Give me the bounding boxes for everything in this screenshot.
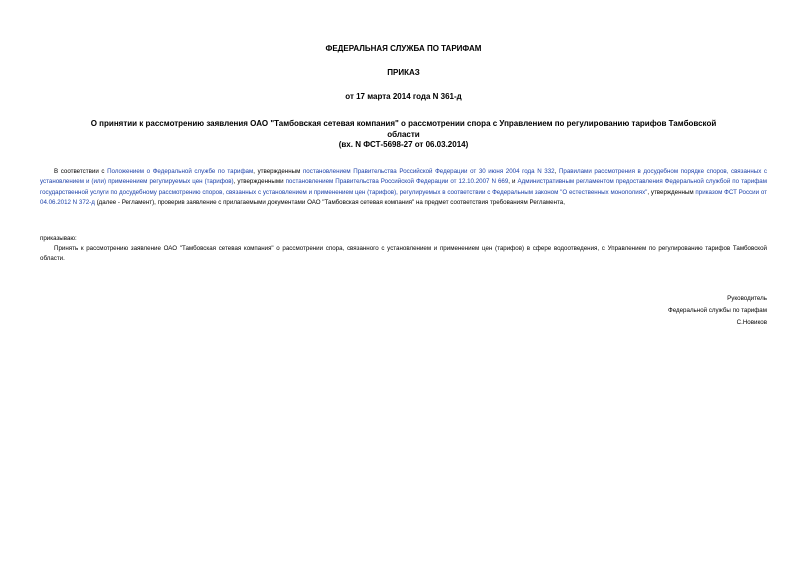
para-text: В соответствии с bbox=[54, 168, 108, 175]
link-administrative-regulation[interactable]: Административным регламентом предоставления Федеральной службой по тарифам государственной услуги по досудебному рассмотрению споров, связанных с установлением и применением цен (тарифов), регулируемых в соответствии с Федеральным законом "О естественных монополиях" bbox=[40, 178, 767, 196]
para-text: , и bbox=[508, 178, 518, 186]
document-subject bbox=[40, 119, 767, 151]
para-text: , утвержденным bbox=[253, 168, 303, 175]
order-paragraph: Принять к рассмотрению заявление ОАО "Тамбовская сетевая компания" о рассмотрении спора, связанного с установлением и применением цен (тарифов) в сфере водоотведения, с Управлением по регулированию тарифов Тамбовской области. bbox=[40, 245, 767, 263]
agency-title: ФЕДЕРАЛЬНАЯ СЛУЖБА ПО ТАРИФАМ bbox=[325, 44, 482, 53]
link-fst-order-372[interactable]: приказом ФСТ России от 04.06.2012 N 372-д bbox=[40, 188, 767, 206]
signature-name: С.Новиков bbox=[736, 319, 767, 326]
link-regulation-fst[interactable]: Положением о Федеральной службе по тарифам bbox=[107, 168, 254, 175]
link-government-decree-332[interactable]: постановлением Правительства Российской Федерации от 30 июня 2004 года N 332 bbox=[302, 168, 555, 175]
document-date-number: от 17 марта 2014 года N 361-д bbox=[345, 92, 462, 101]
link-government-decree-669[interactable]: постановлением Правительства Российской Федерации от 12.10.2007 N 669 bbox=[285, 178, 509, 186]
document-type: ПРИКАЗ bbox=[387, 68, 420, 77]
subject-line-3: (вх. N ФСТ-5698-27 от 06.03.2014) bbox=[338, 140, 469, 149]
main-paragraph bbox=[40, 167, 767, 208]
para-text: (далее - Регламент), проверив заявление с прилагаемыми документами ОАО "Тамбовская сетевая компания" на предмет соответствия требованиям Регламента, bbox=[94, 198, 565, 206]
signature-organization: Федеральной службы по тарифам bbox=[668, 307, 767, 314]
subject-line-1: О принятии к рассмотрению заявления ОАО "Тамбовская сетевая компания" о рассмотрении спора с Управлением по регулированию тарифов Тамбовской bbox=[90, 119, 717, 128]
subject-line-2: области bbox=[387, 129, 420, 139]
para-text: , утвержденным bbox=[647, 188, 696, 196]
signature-position: Руководитель bbox=[727, 295, 767, 302]
ordered-label: приказываю: bbox=[40, 235, 77, 242]
link-dispute-rules[interactable]: Правилами рассмотрения в досудебном порядке споров, связанных с установлением и (или) применением регулируемых цен (тарифов) bbox=[40, 168, 768, 186]
para-text: , утвержденными bbox=[233, 178, 286, 186]
para-text: , bbox=[554, 168, 559, 175]
